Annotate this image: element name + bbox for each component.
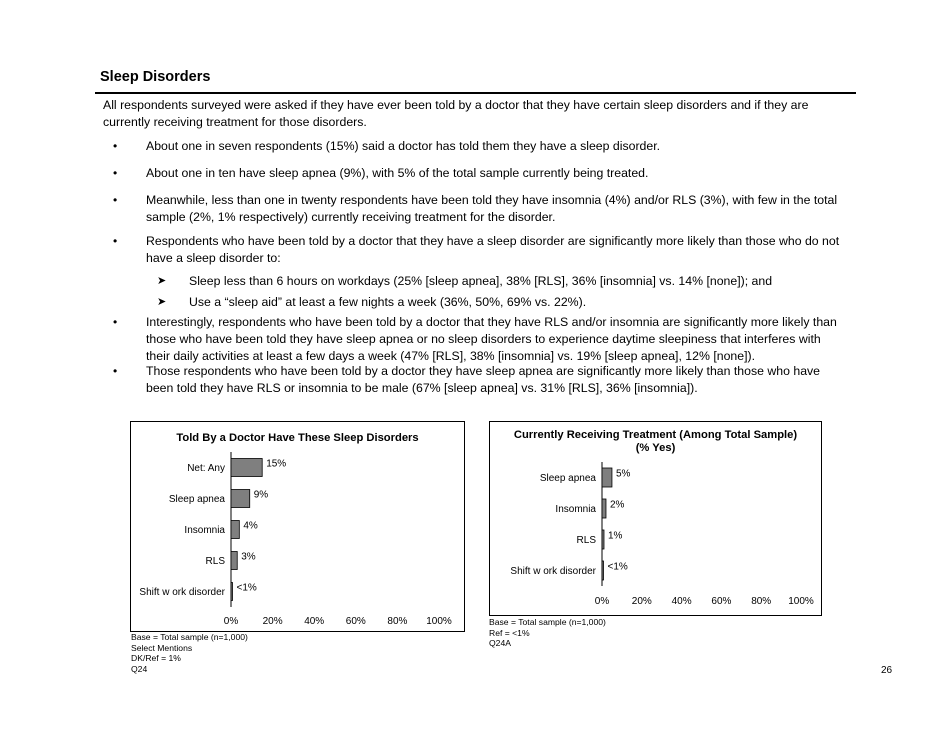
data-label: 5% xyxy=(615,468,631,480)
category-label: RLS xyxy=(576,535,596,546)
note-line: Base = Total sample (n=1,000) xyxy=(489,617,606,627)
category-label: Shift w ork disorder xyxy=(139,587,225,598)
note-line: Ref = <1% xyxy=(489,627,530,638)
note-line: Select Mentions xyxy=(131,642,193,653)
tick-label: 40% xyxy=(304,616,325,627)
tick-label: 60% xyxy=(345,616,366,627)
bullet-marker: • xyxy=(113,364,118,378)
data-label: <1% xyxy=(236,582,257,594)
category-label: Net: Any xyxy=(187,463,225,474)
note-line: Q24A xyxy=(489,638,511,649)
chart-title: Currently Receiving Treatment (Among Total Sample) xyxy=(513,429,798,441)
data-label: 1% xyxy=(607,530,623,542)
bar xyxy=(231,552,237,570)
tick-label: 100% xyxy=(788,596,814,607)
note-line: Base = Total sample (n=1,000) xyxy=(131,632,248,642)
chart-plot xyxy=(490,422,821,615)
sub-bullet-item: Sleep less than 6 hours on workdays (25% [sleep apnea], 38% [RLS], 36% [insomnia] vs. 14% [none]); and xyxy=(189,274,773,288)
category-label: Sleep apnea xyxy=(539,473,596,484)
arrow-bullet-icon: ➤ xyxy=(157,296,167,308)
bullet-item: About one in seven respondents (15%) said a doctor has told them they have a sleep disorder. xyxy=(146,139,661,153)
chart-title: Told By a Doctor Have These Sleep Disorders xyxy=(176,432,419,444)
bar xyxy=(602,499,606,518)
tick-label: 80% xyxy=(387,616,408,627)
bar xyxy=(602,468,612,487)
category-label: RLS xyxy=(205,556,225,567)
tick-label: 20% xyxy=(262,616,283,627)
tick-label: 0% xyxy=(223,616,239,627)
page-number: 26 xyxy=(881,665,893,676)
category-label: Insomnia xyxy=(184,525,225,536)
data-label: 15% xyxy=(266,458,287,470)
chart-currently-treated xyxy=(489,421,822,616)
bullet-marker: • xyxy=(113,315,118,329)
data-label: <1% xyxy=(607,561,628,573)
arrow-bullet-icon: ➤ xyxy=(157,275,167,287)
bar xyxy=(602,561,604,580)
chart-told-by-doctor xyxy=(130,421,465,632)
chart-plot xyxy=(131,422,464,631)
sub-bullet-item: Use a “sleep aid” at least a few nights a week (36%, 50%, 69% vs. 22%). xyxy=(189,295,587,309)
title-rule xyxy=(95,92,856,94)
data-label: 2% xyxy=(609,499,625,511)
category-label: Insomnia xyxy=(555,504,596,515)
chart-notes xyxy=(131,632,248,674)
bar xyxy=(231,521,239,539)
note-line: DK/Ref = 1% xyxy=(131,653,181,664)
bar xyxy=(231,490,250,508)
bullet-marker: • xyxy=(113,234,118,248)
tick-label: 40% xyxy=(671,596,692,607)
bullet-marker: • xyxy=(113,166,118,180)
note-line: Q24 xyxy=(131,663,148,674)
tick-label: 0% xyxy=(594,596,610,607)
tick-label: 80% xyxy=(751,596,772,607)
tick-label: 60% xyxy=(711,596,732,607)
bullet-item: Those respondents who have been told by a doctor they have sleep apnea are significantly more likely than those who have been told they have RLS or insomnia to be male (67% [sleep apnea] vs. 31% [RLS], 36% [insomnia]). xyxy=(146,364,821,395)
category-label: Shift w ork disorder xyxy=(510,566,596,577)
chart-notes xyxy=(489,617,606,649)
data-label: 4% xyxy=(243,520,258,532)
tick-label: 100% xyxy=(426,616,452,627)
bullet-item: Respondents who have been told by a doctor that they have a sleep disorder are significantly more likely than those who do not have a sleep disorder to: xyxy=(146,234,840,265)
bar xyxy=(231,583,233,601)
page-title: Sleep Disorders xyxy=(100,69,211,85)
category-label: Sleep apnea xyxy=(168,494,225,505)
chart-subtitle: (% Yes) xyxy=(635,442,676,454)
bullet-item: About one in ten have sleep apnea (9%), with 5% of the total sample currently being treated. xyxy=(146,166,649,180)
tick-label: 20% xyxy=(631,596,652,607)
data-label: 9% xyxy=(253,489,269,501)
bullet-marker: • xyxy=(113,193,118,207)
bar xyxy=(602,530,604,549)
bullet-item: Interestingly, respondents who have been told by a doctor that they have RLS and/or insomnia are significantly more likely than those who have been told they have sleep apnea or no sleep disorders to experience daytime sleepiness that interferes with their daily activities at least a few days a week (47% [RLS], 38% [insomnia] vs. 19% [sleep apnea], 12% [none]). xyxy=(146,315,837,363)
data-label: 3% xyxy=(241,551,256,563)
bullet-item: Meanwhile, less than one in twenty respondents have been told they have insomnia (4%) and/or RLS (3%), with few in the total sample (2%, 1% respectively) currently receiving treatment for the disorder. xyxy=(146,193,838,224)
intro-paragraph: All respondents surveyed were asked if they have ever been told by a doctor that they have certain sleep disorders and if they are currently receiving treatment for those disorders. xyxy=(103,98,809,129)
bullet-marker: • xyxy=(113,139,118,153)
bar xyxy=(231,459,262,477)
